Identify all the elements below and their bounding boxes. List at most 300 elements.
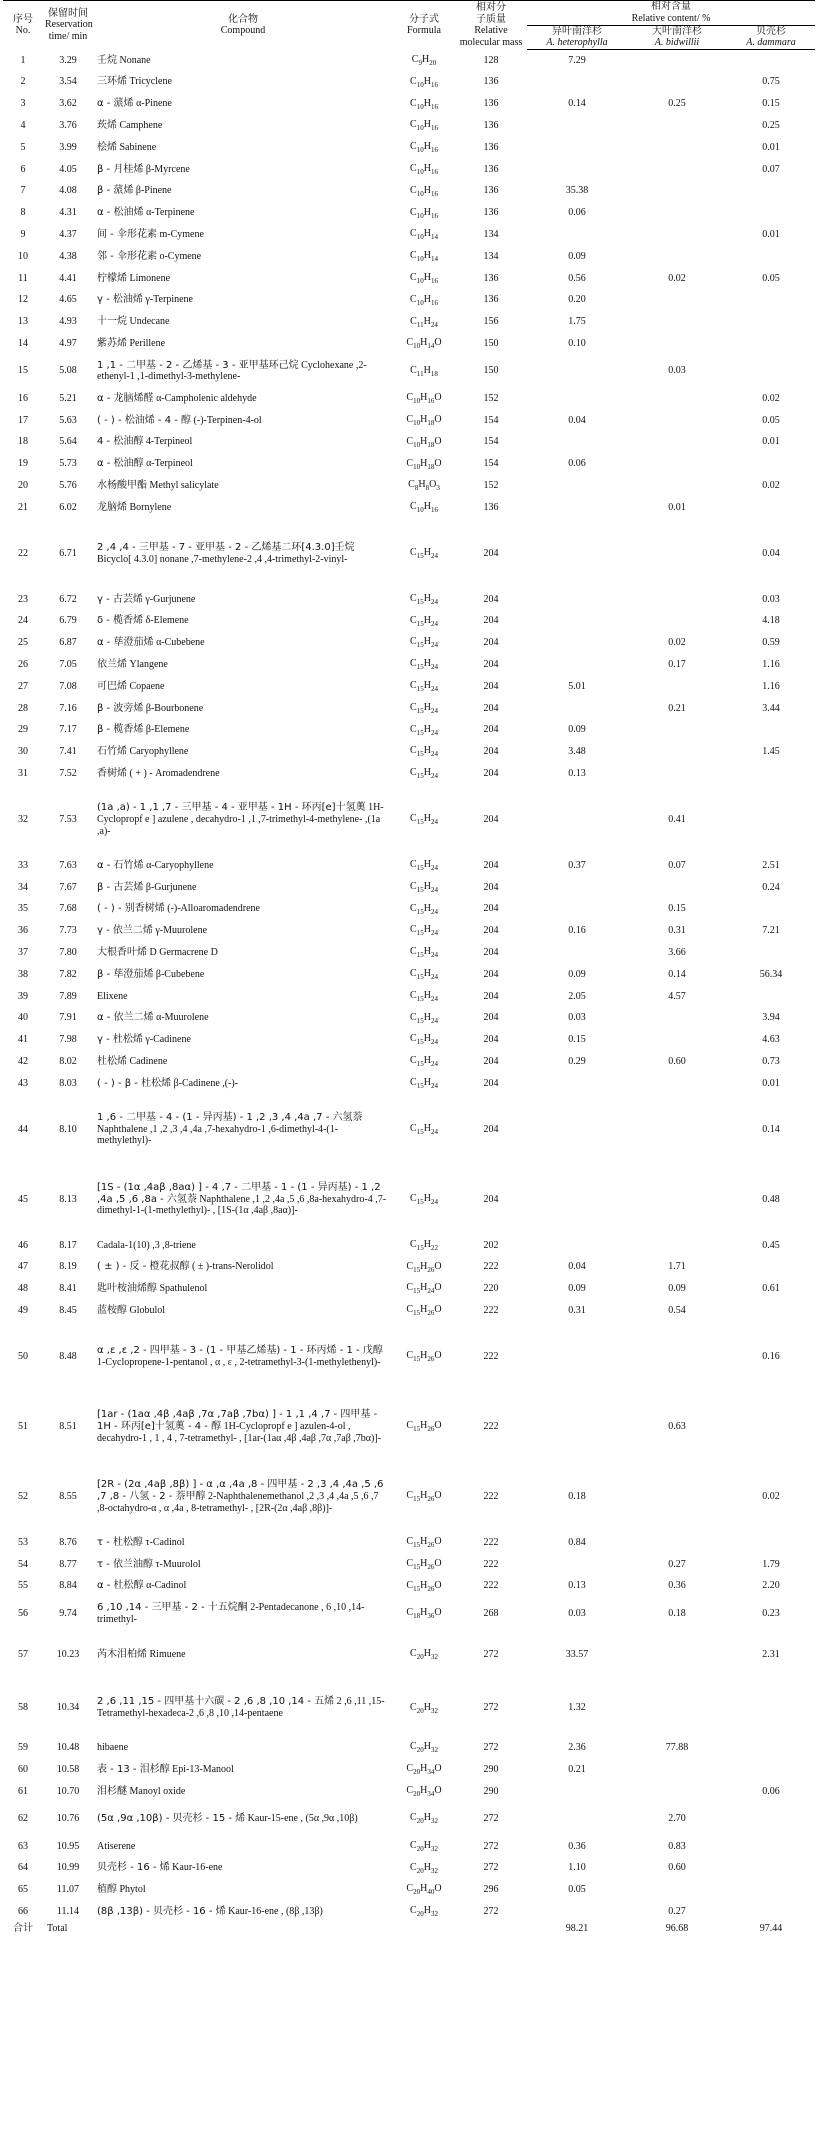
- molecular-mass: 204: [483, 1012, 499, 1024]
- compound-name: [93, 1857, 393, 1879]
- compound-name-en: γ-Gurjunene: [145, 593, 196, 605]
- row-number: 31: [18, 768, 28, 779]
- content-heterophylla: 0.21: [568, 1763, 586, 1775]
- row-number: 55: [18, 1580, 28, 1592]
- molecular-mass: 136: [483, 294, 499, 306]
- table-row: [3, 920, 815, 942]
- compound-name: [93, 159, 393, 181]
- compound-name-en: 2-Naphthalenemethanol ,2 ,3 ,4 ,4a ,5 ,6 ,7 ,8-octahydro-α , α ,4a , 8-tetramethyl- , [2R-(2α ,4aβ ,8β)]-: [97, 1490, 379, 1514]
- compound-name-en: Atiserene: [97, 1840, 136, 1852]
- content-bidwillii: 0.83: [668, 1840, 686, 1852]
- retention-time: 10.99: [56, 1862, 80, 1874]
- compound-name: [93, 877, 393, 899]
- retention-time: 7.17: [59, 724, 77, 736]
- table-row: [3, 986, 815, 1008]
- compound-name: [93, 1532, 393, 1554]
- compound-name: [93, 1901, 393, 1923]
- content-heterophylla: 0.09: [568, 968, 586, 980]
- molecular-mass: 202: [483, 1239, 499, 1251]
- row-number: 32: [18, 813, 28, 825]
- molecular-formula: $C_{15}H_{24}$: [410, 880, 438, 894]
- compound-name: [93, 202, 393, 224]
- molecular-mass: 204: [483, 813, 499, 825]
- content-dammara: [727, 497, 815, 519]
- content-dammara: 0.04: [762, 547, 780, 559]
- table-body: [3, 50, 815, 1923]
- compound-name-en: (-)-Terpinen-4-ol: [193, 414, 262, 426]
- retention-time: 7.91: [59, 1012, 77, 1024]
- content-dammara: [727, 1857, 815, 1879]
- row-number: 1: [20, 54, 26, 66]
- compound-name: [93, 1073, 393, 1095]
- compound-name-cn: α - 蒎烯: [97, 98, 134, 110]
- content-heterophylla: [527, 1095, 627, 1165]
- compound-name: [93, 1256, 393, 1278]
- content-dammara: 3.94: [762, 1012, 780, 1024]
- content-heterophylla: 2.36: [568, 1742, 586, 1754]
- content-dammara: 0.02: [762, 1490, 780, 1502]
- table-row: [3, 1737, 815, 1759]
- table-row: [3, 1095, 815, 1165]
- molecular-mass: 136: [483, 163, 499, 175]
- col-header-compound: 化合物 Compound: [93, 1, 393, 50]
- compound-name-en: α-Pinene: [136, 98, 172, 110]
- retention-time: 3.62: [59, 98, 77, 110]
- retention-time: 7.80: [59, 946, 77, 958]
- content-heterophylla: 0.04: [568, 1261, 586, 1273]
- compound-name-cn: 三环烯: [97, 76, 127, 88]
- content-bidwillii: [627, 137, 727, 159]
- retention-time: 8.41: [59, 1283, 77, 1295]
- retention-time: 7.08: [59, 680, 77, 692]
- molecular-mass: 222: [483, 1304, 499, 1316]
- table-row: [3, 1235, 815, 1257]
- compound-name: [93, 311, 393, 333]
- row-number: 45: [18, 1193, 28, 1205]
- molecular-formula: $C_9H_{20}$: [411, 53, 437, 67]
- content-heterophylla: 0.36: [568, 1840, 586, 1852]
- row-number: 4: [20, 120, 26, 132]
- compound-name-cn: 表 - 13 - 泪杉醇: [97, 1763, 170, 1775]
- molecular-formula: $C_{15}H_{24}$: [410, 547, 438, 560]
- content-dammara: 0.02: [762, 392, 780, 404]
- compound-name-en: 2 ,6 ,11 ,15-Tetramethyl-hexadeca-2 ,6 ,8 ,10 ,14-pentaene: [97, 1696, 385, 1720]
- table-row: [3, 1073, 815, 1095]
- molecular-mass: 222: [483, 1261, 499, 1273]
- molecular-mass: 204: [483, 990, 499, 1002]
- compound-name-cn: 壬烷: [97, 54, 117, 66]
- retention-time: 8.17: [59, 1239, 77, 1251]
- molecular-mass: 204: [483, 768, 499, 779]
- content-heterophylla: [527, 610, 627, 632]
- content-bidwillii: 0.27: [668, 1905, 686, 1917]
- total-label-en: Total: [47, 1922, 68, 1934]
- content-dammara: 0.16: [762, 1350, 780, 1362]
- retention-time: 4.97: [59, 338, 77, 350]
- content-dammara: 0.25: [762, 120, 780, 132]
- compound-name: [93, 986, 393, 1008]
- molecular-formula: $C_{10}H_{16}$: [410, 271, 438, 285]
- table-row: [3, 1857, 815, 1879]
- molecular-formula: $C_{20}H_{32}$: [410, 1812, 438, 1826]
- molecular-formula: $C_{15}H_{26}O$: [406, 1490, 442, 1504]
- compound-name: [93, 1630, 393, 1679]
- compound-name: [93, 355, 393, 388]
- retention-time: 10.23: [56, 1648, 80, 1660]
- molecular-mass: 136: [483, 501, 499, 513]
- retention-time: 8.19: [59, 1261, 77, 1273]
- retention-time: 7.53: [59, 813, 77, 825]
- compound-name: [93, 1051, 393, 1073]
- content-dammara: [727, 355, 815, 388]
- retention-time: 8.84: [59, 1580, 77, 1592]
- retention-time: 4.65: [59, 294, 77, 306]
- row-number: 26: [18, 659, 28, 671]
- compound-name-cn: α - 杜松醇: [97, 1580, 144, 1592]
- retention-time: 6.71: [59, 547, 77, 559]
- content-dammara: [727, 289, 815, 311]
- compound-name-en: Ylangene: [129, 659, 168, 671]
- table-row: [3, 50, 815, 72]
- content-dammara: [727, 246, 815, 268]
- row-number: 39: [18, 990, 28, 1002]
- compound-name: [93, 964, 393, 986]
- content-bidwillii: [627, 1462, 727, 1532]
- content-heterophylla: 0.04: [568, 414, 586, 426]
- retention-time: 7.52: [59, 768, 77, 779]
- content-heterophylla: 0.56: [568, 272, 586, 284]
- content-bidwillii: 0.63: [668, 1420, 686, 1432]
- table-row: [3, 159, 815, 181]
- compound-name-en: Kaur-15-ene , (5α ,9α ,10β): [247, 1813, 358, 1825]
- compound-name: [93, 1575, 393, 1597]
- molecular-formula: $C_{15}H_{24}$: [410, 989, 438, 1003]
- molecular-formula: $C_{10}H_{14}O$: [406, 337, 442, 351]
- content-dammara: [727, 986, 815, 1008]
- retention-time: 8.77: [59, 1558, 77, 1570]
- content-bidwillii: 77.88: [665, 1742, 689, 1754]
- content-heterophylla: [527, 388, 627, 410]
- content-bidwillii: 0.15: [668, 903, 686, 915]
- compound-name: [93, 333, 393, 355]
- content-bidwillii: 0.54: [668, 1304, 686, 1316]
- retention-time: 10.34: [56, 1702, 80, 1714]
- col-header-retention-time: 保留时间 Reservation time/ min: [43, 1, 93, 50]
- content-bidwillii: [627, 1759, 727, 1781]
- compound-name-cn: β - 月桂烯: [97, 163, 144, 175]
- content-dammara: 0.03: [762, 593, 780, 605]
- content-heterophylla: [527, 1392, 627, 1462]
- molecular-formula: $C_{15}H_{24}$: [410, 968, 438, 982]
- retention-time: 10.70: [56, 1785, 80, 1797]
- table-row: [3, 1597, 815, 1630]
- content-bidwillii: [627, 589, 727, 611]
- col-header-species-heterophylla: 异叶南洋杉 A. heterophylla: [527, 25, 627, 50]
- compound-name-cn: ( - ) - β - 杜松烯: [97, 1077, 172, 1089]
- table-row: [3, 202, 815, 224]
- molecular-mass: 204: [483, 903, 499, 915]
- retention-time: 4.31: [59, 207, 77, 219]
- table-row: [3, 741, 815, 763]
- content-bidwillii: [627, 610, 727, 632]
- table-row: [3, 1278, 815, 1300]
- molecular-mass: 220: [483, 1283, 499, 1295]
- compound-name-cn: 芮木泪柏烯: [97, 1648, 147, 1660]
- molecular-formula: $C_{15}H_{22}$: [410, 1238, 438, 1252]
- row-number: 18: [18, 436, 28, 448]
- content-bidwillii: [627, 1781, 727, 1803]
- content-bidwillii: 3.66: [668, 946, 686, 958]
- content-bidwillii: [627, 1679, 727, 1737]
- molecular-formula: $C_{15}H_{24}$: [410, 1033, 438, 1047]
- compound-name-en: β-Myrcene: [145, 163, 190, 175]
- molecular-formula: $C_{18}H_{36}O$: [406, 1607, 442, 1621]
- molecular-mass: 290: [483, 1785, 499, 1797]
- compound-name-en: hibaene: [97, 1742, 129, 1754]
- table-row: [3, 1803, 815, 1836]
- content-dammara: 0.01: [762, 229, 780, 241]
- content-bidwillii: 1.71: [668, 1261, 686, 1273]
- molecular-mass: 150: [483, 338, 499, 350]
- compound-name-en: β-Cubebene: [155, 968, 205, 980]
- compound-name: [93, 224, 393, 246]
- compound-name-cn: 4 - 松油醇: [97, 436, 144, 448]
- compound-name: [93, 268, 393, 290]
- table-row: [3, 1679, 815, 1737]
- molecular-mass: 272: [483, 1648, 499, 1660]
- retention-time: 10.48: [56, 1742, 80, 1754]
- table-row: [3, 763, 815, 785]
- compound-name-cn: α - 石竹烯: [97, 859, 144, 871]
- molecular-mass: 152: [483, 392, 499, 404]
- molecular-formula: $C_{15}H_{24}$: [410, 592, 438, 606]
- retention-time: 7.63: [59, 859, 77, 871]
- table-row: [3, 71, 815, 93]
- compound-name: [93, 180, 393, 202]
- compound-name-cn: α ,ε ,ε ,2 - 四甲基 - 3 - (1 - 甲基乙烯基) - 1 - 环丙烯 - 1 - 戊醇: [97, 1344, 383, 1356]
- molecular-formula: $C_{10}H_{14}$: [410, 228, 438, 242]
- content-heterophylla: 5.01: [568, 680, 586, 692]
- content-bidwillii: 0.01: [668, 501, 686, 513]
- retention-time: 4.38: [59, 250, 77, 262]
- content-bidwillii: [627, 71, 727, 93]
- compound-name-cn: 1 ,1 - 二甲基 - 2 - 乙烯基 - 3 - 亚甲基环己烷: [97, 359, 299, 371]
- content-dammara: [727, 202, 815, 224]
- molecular-mass: 204: [483, 1077, 499, 1089]
- molecular-formula: $C_{10}H_{16}O$: [406, 392, 442, 406]
- molecular-mass: 272: [483, 1813, 499, 1825]
- compound-name-en: Nonane: [119, 54, 151, 66]
- compound-name-en: Spathulenol: [159, 1283, 208, 1295]
- content-heterophylla: 0.84: [568, 1536, 586, 1548]
- table-row: [3, 1462, 815, 1532]
- retention-time: 7.67: [59, 881, 77, 893]
- row-number: 40: [18, 1012, 28, 1024]
- retention-time: 8.03: [59, 1077, 77, 1089]
- compound-name: [93, 920, 393, 942]
- table-row: [3, 898, 815, 920]
- content-dammara: 0.45: [762, 1239, 780, 1251]
- row-number: 10: [18, 250, 28, 262]
- molecular-mass: 156: [483, 316, 499, 328]
- content-dammara: 0.01: [762, 1077, 780, 1089]
- retention-time: 4.93: [59, 316, 77, 328]
- content-dammara: 0.05: [762, 272, 780, 284]
- compound-name-cn: 柠檬烯: [97, 272, 127, 284]
- molecular-formula: $C_{15}H_{24}$: [410, 1192, 438, 1206]
- compound-name-cn: 2 ,6 ,11 ,15 - 四甲基十六碳 - 2 ,6 ,8 ,10 ,14 - 五烯: [97, 1696, 335, 1708]
- molecular-formula: $C_{15}H_{24}$: [410, 745, 438, 759]
- compound-name-en: Globulol: [129, 1304, 166, 1316]
- compound-name-cn: ( ± ) - 反 - 橙花叔醇: [97, 1261, 190, 1273]
- compound-name-en: o-Cymene: [159, 250, 202, 262]
- compound-name: [93, 654, 393, 676]
- content-bidwillii: [627, 224, 727, 246]
- molecular-mass: 296: [483, 1884, 499, 1896]
- compound-name: [93, 1300, 393, 1322]
- total-bidwillii: 96.68: [665, 1922, 689, 1934]
- content-bidwillii: 0.07: [668, 859, 686, 871]
- molecular-mass: 134: [483, 229, 499, 241]
- content-dammara: 0.23: [762, 1607, 780, 1619]
- compound-name-cn: γ - 古芸烯: [97, 593, 143, 605]
- molecular-formula: $C_{10}H_{16}$: [410, 184, 438, 198]
- molecular-mass: 204: [483, 1055, 499, 1067]
- content-bidwillii: [627, 115, 727, 137]
- molecular-mass: 136: [483, 141, 499, 153]
- content-heterophylla: [527, 898, 627, 920]
- content-heterophylla: 0.13: [568, 768, 586, 779]
- content-heterophylla: 0.31: [568, 1304, 586, 1316]
- compound-name-cn: 依兰烯: [97, 659, 127, 671]
- compound-name-en: 1H-Cyclopropf e ] azulene , decahydro-1 ,1 ,7-trimethyl-4-methylene- ,(1a ,a)-: [97, 802, 384, 837]
- compound-name: [93, 1095, 393, 1165]
- retention-time: 8.76: [59, 1536, 77, 1548]
- table-row: [3, 497, 815, 519]
- compound-name: [93, 763, 393, 785]
- content-heterophylla: [527, 475, 627, 497]
- row-number: 60: [18, 1763, 28, 1775]
- content-heterophylla: [527, 431, 627, 453]
- total-dammara: 97.44: [759, 1922, 783, 1934]
- compound-name-en: Perillene: [129, 338, 166, 350]
- molecular-mass: 222: [483, 1420, 499, 1432]
- content-dammara: 7.21: [762, 925, 780, 937]
- content-bidwillii: 0.31: [668, 925, 686, 937]
- retention-time: 5.21: [59, 392, 77, 404]
- compound-name-cn: 2 ,4 ,4 - 三甲基 - 7 - 亚甲基 - 2 - 乙烯基二环[4.3.0]壬烷: [97, 541, 355, 553]
- compound-name-en: β-Cadinene ,(-)-: [173, 1077, 239, 1089]
- content-bidwillii: 0.14: [668, 968, 686, 980]
- compound-name: [93, 1803, 393, 1836]
- compound-name: [93, 1554, 393, 1576]
- content-bidwillii: [627, 311, 727, 333]
- compound-name-en: α-Cadinol: [146, 1580, 187, 1592]
- molecular-formula: $C_{15}H_{26}O$: [406, 1304, 442, 1318]
- content-heterophylla: 0.03: [568, 1607, 586, 1619]
- molecular-mass: 290: [483, 1763, 499, 1775]
- table-row: [3, 246, 815, 268]
- table-row: [3, 93, 815, 115]
- content-heterophylla: [527, 1901, 627, 1923]
- row-number: 51: [18, 1420, 28, 1432]
- content-dammara: 3.44: [762, 702, 780, 714]
- total-heterophylla: 98.21: [565, 1922, 589, 1934]
- compound-name-cn: 杜松烯: [97, 1055, 127, 1067]
- row-number: 64: [18, 1862, 28, 1874]
- molecular-mass: 222: [483, 1580, 499, 1592]
- row-number: 36: [18, 925, 28, 937]
- compound-name-en: D Germacrene D: [149, 946, 218, 958]
- molecular-formula: $C_{15}H_{24}$: [410, 658, 438, 672]
- row-number: 3: [20, 98, 26, 110]
- content-dammara: 0.75: [762, 76, 780, 88]
- compound-name-cn: 可巴烯: [97, 680, 127, 692]
- molecular-formula: $C_{10}H_{16}$: [410, 501, 438, 515]
- content-dammara: [727, 50, 815, 72]
- table-row: [3, 654, 815, 676]
- molecular-mass: 204: [483, 946, 499, 958]
- retention-time: 3.29: [59, 54, 77, 66]
- compound-name-cn: 6 ,10 ,14 - 三甲基 - 2 - 十五烷酮: [97, 1601, 248, 1613]
- col-header-species-dammara: 贝壳杉 A. dammara: [727, 25, 815, 50]
- compound-name-cn: γ - 松油烯: [97, 294, 143, 306]
- retention-time: 10.76: [56, 1813, 80, 1825]
- content-heterophylla: 1.75: [568, 316, 586, 328]
- compound-name-cn: 植醇: [97, 1884, 117, 1896]
- compound-name-en: 4-Terpineol: [145, 436, 193, 448]
- compound-name-en: Tricyclene: [129, 76, 172, 88]
- content-heterophylla: 1.10: [568, 1862, 586, 1874]
- molecular-formula: $C_{10}H_{16}$: [410, 206, 438, 220]
- table-row: [3, 785, 815, 855]
- molecular-formula: $C_{20}H_{32}$: [410, 1861, 438, 1875]
- compound-name-en: Camphene: [119, 120, 163, 132]
- col-header-formula: 分子式 Formula: [393, 1, 455, 50]
- row-number: 62: [18, 1813, 28, 1825]
- molecular-formula: $C_{10}H_{16}$: [410, 97, 438, 111]
- table-row: [3, 1759, 815, 1781]
- retention-time: 7.16: [59, 702, 77, 714]
- content-bidwillii: [627, 741, 727, 763]
- retention-time: 5.64: [59, 436, 77, 448]
- row-number: 44: [18, 1123, 28, 1135]
- table-header: [3, 1, 815, 50]
- row-number: 11: [18, 272, 28, 284]
- molecular-formula: $C_{10}H_{16}$: [410, 75, 438, 89]
- content-dammara: [727, 719, 815, 741]
- table-row: [3, 1532, 815, 1554]
- molecular-formula: $C_8H_8O_3$: [408, 479, 440, 493]
- table-row: [3, 1392, 815, 1462]
- row-number: 34: [18, 881, 28, 893]
- content-heterophylla: 0.10: [568, 338, 586, 350]
- retention-time: 8.13: [59, 1193, 77, 1205]
- compound-name: [93, 1278, 393, 1300]
- table-row: [3, 289, 815, 311]
- content-bidwillii: 0.36: [668, 1580, 686, 1592]
- compound-name-cn: 泪杉醚: [97, 1785, 127, 1797]
- compound-name-cn: [2R - (2α ,4aβ ,8β) ] - α ,α ,4a ,8 - 四甲基 - 2 ,3 ,4 ,4a ,5 ,6 ,7 ,8 - 八氢 - 2 - 萘甲醇: [97, 1479, 384, 1502]
- content-dammara: 0.73: [762, 1055, 780, 1067]
- compound-name-cn: ( - ) - 松油烯 - 4 - 醇: [97, 414, 192, 426]
- compound-name-en: δ-Elemene: [145, 615, 189, 627]
- table-row: [3, 1575, 815, 1597]
- molecular-formula: $C_{15}H_{26}O$: [406, 1557, 442, 1571]
- molecular-formula: $C_{15}H_{26}O$: [406, 1579, 442, 1593]
- compound-name-en: Manoyl oxide: [129, 1785, 186, 1797]
- content-bidwillii: 2.70: [668, 1813, 686, 1825]
